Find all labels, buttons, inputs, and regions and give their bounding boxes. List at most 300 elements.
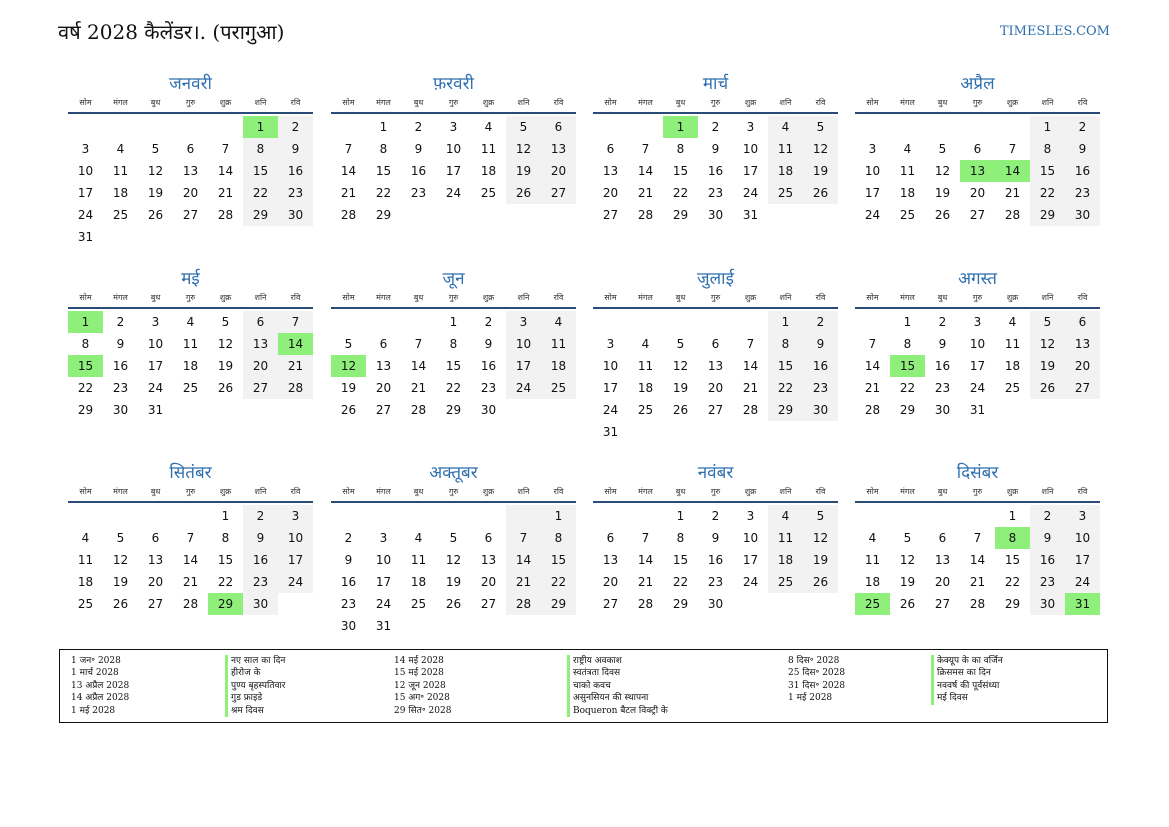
site-link[interactable]: TIMESLES.COM: [999, 24, 1110, 39]
day-cell: 11: [864, 553, 881, 567]
day-cell: 30: [243, 593, 278, 615]
holiday-day-cell: 14: [278, 333, 313, 355]
day-cell: 15: [541, 549, 576, 571]
day-cell: 3: [449, 120, 458, 134]
empty-cell: [401, 505, 436, 527]
day-cell: 18: [1004, 359, 1021, 373]
day-cell: 22: [1030, 182, 1065, 204]
day-cell: 30: [340, 619, 357, 633]
day-cell: 21: [864, 381, 881, 395]
holiday-date: 1 मार्च 2028: [71, 668, 119, 679]
day-cell: 4: [768, 116, 803, 138]
day-cell: 1: [676, 509, 685, 523]
day-cell: 14: [217, 164, 234, 178]
empty-cell: [593, 505, 628, 527]
day-cell: 18: [480, 164, 497, 178]
day-cell: 10: [278, 527, 313, 549]
day-cell: 17: [445, 164, 462, 178]
day-cell: 22: [541, 571, 576, 593]
holiday-date: 1 मई 2028: [71, 705, 116, 716]
weekday-label: शनि: [254, 98, 267, 107]
day-cell: 4: [1008, 315, 1017, 329]
day-cell: 20: [602, 575, 619, 589]
day-cell: 16: [480, 359, 497, 373]
weekday-label: मंगल: [900, 293, 915, 302]
weekday-label: शुक्र: [744, 487, 757, 496]
day-cell: 11: [637, 359, 654, 373]
empty-cell: [890, 116, 925, 138]
day-cell: 10: [864, 164, 881, 178]
day-cell: 16: [707, 553, 724, 567]
day-cell: 30: [1065, 204, 1100, 226]
weekday-label: बुध: [937, 487, 948, 496]
holiday-day-cell: 12: [331, 355, 366, 377]
day-cell: 24: [742, 575, 759, 589]
day-cell: 18: [899, 186, 916, 200]
day-cell: 8: [903, 337, 912, 351]
days-grid: [331, 505, 576, 637]
day-cell: 21: [410, 381, 427, 395]
empty-cell: [960, 116, 995, 138]
day-cell: 30: [112, 403, 129, 417]
holiday-name: राष्ट्रीय अवकाश: [567, 655, 668, 667]
weekday-label: शुक्र: [1006, 487, 1019, 496]
day-cell: 10: [375, 553, 392, 567]
month-title: अक्तूबर: [429, 463, 478, 483]
day-cell: 2: [938, 315, 947, 329]
day-cell: 26: [147, 208, 164, 222]
weekday-label: गुरु: [185, 293, 196, 302]
weekday-label: शनि: [517, 487, 530, 496]
day-cell: 17: [864, 186, 881, 200]
day-cell: 20: [707, 381, 724, 395]
empty-cell: [925, 116, 960, 138]
empty-cell: [925, 505, 960, 527]
weekday-header: [68, 96, 313, 114]
holiday-date: 25 दिस॰ 2028: [788, 668, 846, 679]
day-cell: 21: [742, 381, 759, 395]
day-cell: 5: [676, 337, 685, 351]
empty-cell: [331, 505, 366, 527]
holiday-day-cell: 29: [208, 593, 243, 615]
holiday-name: पुण्य बृहस्पतिवार: [225, 680, 285, 692]
day-cell: 2: [1065, 116, 1100, 138]
day-cell: 22: [768, 377, 803, 399]
day-cell: 19: [147, 186, 164, 200]
weekday-label: शुक्र: [219, 487, 232, 496]
weekday-label: शनि: [1041, 487, 1054, 496]
holiday-names-column: [225, 655, 285, 717]
day-cell: 18: [768, 549, 803, 571]
day-cell: 15: [375, 164, 392, 178]
weekday-label: सोम: [79, 487, 92, 496]
day-cell: 10: [742, 531, 759, 545]
day-cell: 10: [77, 164, 94, 178]
day-cell: 10: [445, 142, 462, 156]
day-cell: 24: [375, 597, 392, 611]
day-cell: 12: [672, 359, 689, 373]
days-grid: [855, 116, 1100, 226]
day-cell: 24: [506, 377, 541, 399]
weekday-label: रवि: [553, 293, 564, 302]
day-cell: 22: [375, 186, 392, 200]
days-grid: [593, 505, 838, 615]
weekday-label: गुरु: [448, 98, 459, 107]
day-cell: 3: [278, 505, 313, 527]
weekday-label: बुध: [937, 293, 948, 302]
weekday-label: मंगल: [638, 487, 653, 496]
day-cell: 17: [375, 575, 392, 589]
empty-cell: [401, 311, 436, 333]
month-block: [593, 461, 838, 615]
weekday-label: रवि: [815, 293, 826, 302]
weekday-label: शनि: [517, 293, 530, 302]
day-cell: 6: [186, 142, 195, 156]
day-cell: 24: [602, 403, 619, 417]
day-cell: 20: [243, 355, 278, 377]
weekday-label: बुध: [150, 98, 161, 107]
day-cell: 16: [112, 359, 129, 373]
day-cell: 12: [445, 553, 462, 567]
holiday-name: स्वतंत्रता दिवस: [567, 667, 668, 679]
day-cell: 5: [938, 142, 947, 156]
holiday-date: 31 दिस॰ 2028: [788, 680, 846, 691]
day-cell: 26: [217, 381, 234, 395]
weekday-label: रवि: [290, 293, 301, 302]
weekday-label: बुध: [413, 293, 424, 302]
day-cell: 9: [938, 337, 947, 351]
day-cell: 11: [480, 142, 497, 156]
empty-cell: [173, 505, 208, 527]
day-cell: 4: [81, 531, 90, 545]
day-cell: 1: [1008, 509, 1017, 523]
day-cell: 25: [768, 571, 803, 593]
day-cell: 5: [1030, 311, 1065, 333]
day-cell: 9: [344, 553, 353, 567]
day-cell: 26: [899, 597, 916, 611]
day-cell: 7: [344, 142, 353, 156]
weekday-header: [331, 291, 576, 309]
empty-cell: [436, 505, 471, 527]
day-cell: 12: [1030, 333, 1065, 355]
day-cell: 6: [243, 311, 278, 333]
day-cell: 28: [506, 593, 541, 615]
month-block: [855, 461, 1100, 615]
weekday-label: मंगल: [113, 487, 128, 496]
day-cell: 9: [243, 527, 278, 549]
weekday-label: गुरु: [710, 487, 721, 496]
empty-cell: [855, 505, 890, 527]
day-cell: 16: [803, 355, 838, 377]
day-cell: 9: [278, 138, 313, 160]
day-cell: 7: [641, 142, 650, 156]
weekday-label: रवि: [553, 98, 564, 107]
empty-cell: [103, 505, 138, 527]
month-title: अगस्त: [958, 269, 997, 289]
day-cell: 23: [480, 381, 497, 395]
empty-cell: [506, 505, 541, 527]
day-cell: 29: [899, 403, 916, 417]
day-cell: 23: [112, 381, 129, 395]
weekday-label: बुध: [413, 487, 424, 496]
weekday-label: गुरु: [972, 487, 983, 496]
day-cell: 24: [278, 571, 313, 593]
day-cell: 13: [602, 553, 619, 567]
day-cell: 28: [969, 597, 986, 611]
day-cell: 9: [116, 337, 125, 351]
day-cell: 2: [711, 120, 720, 134]
holiday-date: 12 जून 2028: [394, 680, 446, 691]
day-cell: 24: [77, 208, 94, 222]
day-cell: 15: [243, 160, 278, 182]
weekday-label: रवि: [290, 487, 301, 496]
day-cell: 20: [1065, 355, 1100, 377]
day-cell: 8: [243, 138, 278, 160]
weekday-label: गुरु: [710, 293, 721, 302]
day-cell: 16: [1065, 160, 1100, 182]
holiday-day-cell: 13: [960, 160, 995, 182]
day-cell: 18: [77, 575, 94, 589]
weekday-label: गुरु: [448, 487, 459, 496]
day-cell: 23: [1065, 182, 1100, 204]
weekday-header: [331, 485, 576, 503]
day-cell: 5: [803, 505, 838, 527]
day-cell: 13: [243, 333, 278, 355]
day-cell: 21: [637, 575, 654, 589]
days-grid: [855, 505, 1100, 615]
day-cell: 17: [742, 553, 759, 567]
day-cell: 29: [243, 204, 278, 226]
day-cell: 7: [746, 337, 755, 351]
day-cell: 27: [934, 597, 951, 611]
day-cell: 1: [768, 311, 803, 333]
day-cell: 14: [182, 553, 199, 567]
day-cell: 24: [147, 381, 164, 395]
holiday-day-cell: 1: [68, 311, 103, 333]
weekday-label: मंगल: [376, 293, 391, 302]
day-cell: 19: [899, 575, 916, 589]
day-cell: 23: [243, 571, 278, 593]
weekday-label: शुक्र: [1006, 293, 1019, 302]
holiday-day-cell: 15: [68, 355, 103, 377]
day-cell: 4: [186, 315, 195, 329]
empty-cell: [103, 116, 138, 138]
weekday-label: सोम: [866, 98, 879, 107]
weekday-header: [593, 291, 838, 309]
weekday-header: [593, 485, 838, 503]
day-cell: 9: [414, 142, 423, 156]
day-cell: 7: [868, 337, 877, 351]
day-cell: 10: [1065, 527, 1100, 549]
day-cell: 25: [768, 182, 803, 204]
day-cell: 12: [147, 164, 164, 178]
day-cell: 19: [506, 160, 541, 182]
month-block: [855, 267, 1100, 421]
holiday-name: असुनसियन की स्थापना: [567, 692, 668, 704]
empty-cell: [733, 311, 768, 333]
day-cell: 9: [803, 333, 838, 355]
day-cell: 19: [803, 549, 838, 571]
weekday-label: सोम: [604, 98, 617, 107]
day-cell: 4: [484, 120, 493, 134]
day-cell: 9: [711, 531, 720, 545]
day-cell: 17: [506, 355, 541, 377]
day-cell: 16: [278, 160, 313, 182]
holiday-day-cell: 25: [855, 593, 890, 615]
day-cell: 16: [1030, 549, 1065, 571]
month-block: [331, 461, 576, 637]
empty-cell: [698, 311, 733, 333]
day-cell: 15: [1030, 160, 1065, 182]
day-cell: 20: [541, 160, 576, 182]
day-cell: 2: [116, 315, 125, 329]
day-cell: 14: [410, 359, 427, 373]
day-cell: 25: [899, 208, 916, 222]
weekday-label: रवि: [815, 98, 826, 107]
day-cell: 18: [541, 355, 576, 377]
holiday-day-cell: 1: [663, 116, 698, 138]
day-cell: 13: [375, 359, 392, 373]
weekday-label: शुक्र: [1006, 98, 1019, 107]
day-cell: 7: [414, 337, 423, 351]
day-cell: 29: [375, 208, 392, 222]
empty-cell: [138, 505, 173, 527]
days-grid: [593, 116, 838, 226]
day-cell: 13: [480, 553, 497, 567]
day-cell: 15: [672, 164, 689, 178]
empty-cell: [593, 116, 628, 138]
weekday-label: सोम: [604, 293, 617, 302]
day-cell: 9: [1030, 527, 1065, 549]
day-cell: 25: [410, 597, 427, 611]
day-cell: 28: [340, 208, 357, 222]
day-cell: 25: [112, 208, 129, 222]
day-cell: 28: [637, 597, 654, 611]
day-cell: 14: [969, 553, 986, 567]
month-block: [68, 461, 313, 615]
holiday-name: क्रिसमस का दिन: [931, 667, 1003, 679]
holiday-name: नववर्ष की पूर्वसंध्या: [931, 680, 1003, 692]
weekday-label: शनि: [1041, 293, 1054, 302]
day-cell: 3: [81, 142, 90, 156]
day-cell: 28: [742, 403, 759, 417]
day-cell: 11: [1004, 337, 1021, 351]
holiday-date: 1 जन॰ 2028: [71, 656, 121, 666]
day-cell: 6: [606, 531, 615, 545]
day-cell: 19: [217, 359, 234, 373]
day-cell: 29: [1004, 597, 1021, 611]
day-cell: 8: [768, 333, 803, 355]
holiday-date: 14 मई 2028: [394, 656, 444, 666]
day-cell: 26: [672, 403, 689, 417]
day-cell: 21: [182, 575, 199, 589]
day-cell: 8: [449, 337, 458, 351]
day-cell: 26: [803, 182, 838, 204]
day-cell: 2: [484, 315, 493, 329]
holiday-name: श्रम दिवस: [225, 705, 285, 717]
day-cell: 5: [803, 116, 838, 138]
day-cell: 4: [903, 142, 912, 156]
weekday-header: [855, 485, 1100, 503]
day-cell: 18: [637, 381, 654, 395]
day-cell: 24: [864, 208, 881, 222]
holiday-date: 15 मई 2028: [394, 668, 444, 679]
day-cell: 12: [803, 138, 838, 160]
month-block: [331, 72, 576, 226]
empty-cell: [173, 116, 208, 138]
month-title: सितंबर: [169, 463, 212, 483]
day-cell: 1: [541, 505, 576, 527]
month-block: [855, 72, 1100, 226]
weekday-label: सोम: [79, 98, 92, 107]
holiday-day-cell: 14: [995, 160, 1030, 182]
weekday-label: बुध: [675, 487, 686, 496]
weekday-header: [855, 291, 1100, 309]
day-cell: 31: [969, 403, 986, 417]
day-cell: 10: [969, 337, 986, 351]
month-title: जुलाई: [697, 269, 734, 289]
day-cell: 1: [379, 120, 388, 134]
day-cell: 12: [899, 553, 916, 567]
day-cell: 7: [641, 531, 650, 545]
weekday-label: गुरु: [185, 98, 196, 107]
holiday-name: Boqueron बैटल विक्ट्री के: [567, 705, 668, 717]
days-grid: [331, 116, 576, 226]
holiday-name: नए साल का दिन: [225, 655, 285, 667]
day-cell: 12: [217, 337, 234, 351]
day-cell: 6: [711, 337, 720, 351]
day-cell: 28: [410, 403, 427, 417]
day-cell: 4: [414, 531, 423, 545]
weekday-label: गुरु: [710, 98, 721, 107]
days-grid: [68, 311, 313, 421]
day-cell: 6: [484, 531, 493, 545]
weekday-label: बुध: [675, 98, 686, 107]
day-cell: 19: [672, 381, 689, 395]
day-cell: 15: [217, 553, 234, 567]
empty-cell: [68, 505, 103, 527]
day-cell: 5: [506, 116, 541, 138]
holiday-name: गुड फ्राइडे: [225, 692, 285, 704]
day-cell: 2: [414, 120, 423, 134]
holiday-date: 8 दिस॰ 2028: [788, 656, 840, 666]
day-cell: 9: [484, 337, 493, 351]
weekday-header: [68, 291, 313, 309]
day-cell: 3: [379, 531, 388, 545]
day-cell: 28: [182, 597, 199, 611]
day-cell: 17: [278, 549, 313, 571]
day-cell: 30: [707, 208, 724, 222]
day-cell: 18: [410, 575, 427, 589]
day-cell: 28: [864, 403, 881, 417]
day-cell: 21: [340, 186, 357, 200]
day-cell: 27: [480, 597, 497, 611]
day-cell: 22: [243, 182, 278, 204]
day-cell: 16: [934, 359, 951, 373]
day-cell: 20: [147, 575, 164, 589]
weekday-label: बुध: [675, 293, 686, 302]
day-cell: 29: [541, 593, 576, 615]
day-cell: 1: [221, 509, 230, 523]
day-cell: 17: [742, 164, 759, 178]
day-cell: 14: [637, 164, 654, 178]
day-cell: 11: [768, 527, 803, 549]
days-grid: [593, 311, 838, 443]
weekday-label: गुरु: [185, 487, 196, 496]
day-cell: 15: [1004, 553, 1021, 567]
holiday-list: [59, 649, 1108, 723]
day-cell: 6: [606, 142, 615, 156]
